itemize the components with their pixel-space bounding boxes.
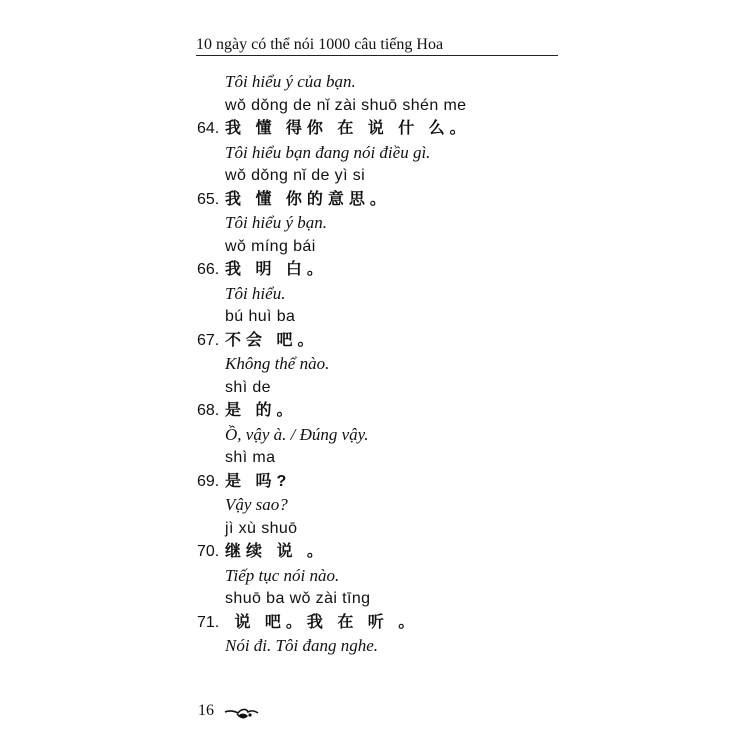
- chinese-text: 我 懂 得你 在 说 什 么。: [225, 120, 471, 137]
- pinyin-line: shuō ba wǒ zài tīng: [225, 590, 371, 607]
- phrase-number: 66.: [197, 261, 220, 278]
- phrase-67: [197, 329, 318, 353]
- phrase-number: 65.: [197, 190, 220, 208]
- pinyin-line: jì xù shuō: [225, 519, 298, 537]
- phrase-71: [197, 611, 419, 635]
- chinese-text: 是 吗?: [225, 472, 292, 490]
- phrase-number: 64.: [197, 120, 220, 137]
- phrase-number: 71.: [197, 613, 220, 631]
- translation-line: Tôi hiểu ý của bạn.: [225, 72, 356, 91]
- phrase-64: [197, 117, 471, 141]
- phrase-69: [197, 470, 291, 494]
- translation-line: Ồ, vậy à. / Đúng vậy.: [225, 424, 369, 444]
- phrase-number: 70.: [197, 543, 220, 560]
- running-header: 10 ngày có thể nói 1000 câu tiếng Hoa: [196, 36, 444, 53]
- pinyin-line: bú huì ba: [225, 308, 296, 325]
- phrase-66: [197, 258, 328, 282]
- chinese-text: 是 的。: [225, 402, 298, 419]
- chinese-text: 不会 吧。: [225, 331, 319, 349]
- pinyin-line: wǒ dǒng de nǐ zài shuō shén me: [225, 96, 467, 114]
- phrase-70: [197, 540, 328, 564]
- pinyin-line: shì de: [225, 378, 271, 396]
- translation-line: Không thể nào.: [225, 354, 330, 373]
- phrase-number: 68.: [197, 402, 220, 419]
- translation-line: Vậy sao?: [225, 495, 288, 514]
- translation-line: Tôi hiểu bạn đang nói điều gì.: [225, 142, 431, 162]
- chinese-text: 说 吧。我 在 听 。: [225, 613, 420, 631]
- pinyin-line: shì ma: [225, 449, 276, 466]
- phrase-number: 67.: [197, 331, 220, 349]
- phrase-65: [197, 188, 391, 212]
- phrase-number: 69.: [197, 472, 220, 490]
- translation-line: Nói đi. Tôi đang nghe.: [225, 636, 379, 655]
- chinese-text: 我 懂 你的意思。: [225, 190, 391, 208]
- chinese-text: 继续 说 。: [225, 543, 328, 560]
- translation-line: Tiếp tục nói nào.: [225, 565, 340, 585]
- chinese-text: 我 明 白。: [225, 261, 328, 278]
- translation-line: Tôi hiểu.: [225, 283, 286, 303]
- page-ornament-icon: [224, 704, 260, 722]
- phrase-68: [197, 399, 297, 423]
- header-rule: [196, 55, 558, 56]
- page-number: 16: [198, 702, 214, 719]
- pinyin-line: wǒ dǒng nǐ de yì si: [225, 167, 366, 184]
- pinyin-line: wǒ míng bái: [225, 237, 316, 255]
- translation-line: Tôi hiểu ý bạn.: [225, 213, 327, 232]
